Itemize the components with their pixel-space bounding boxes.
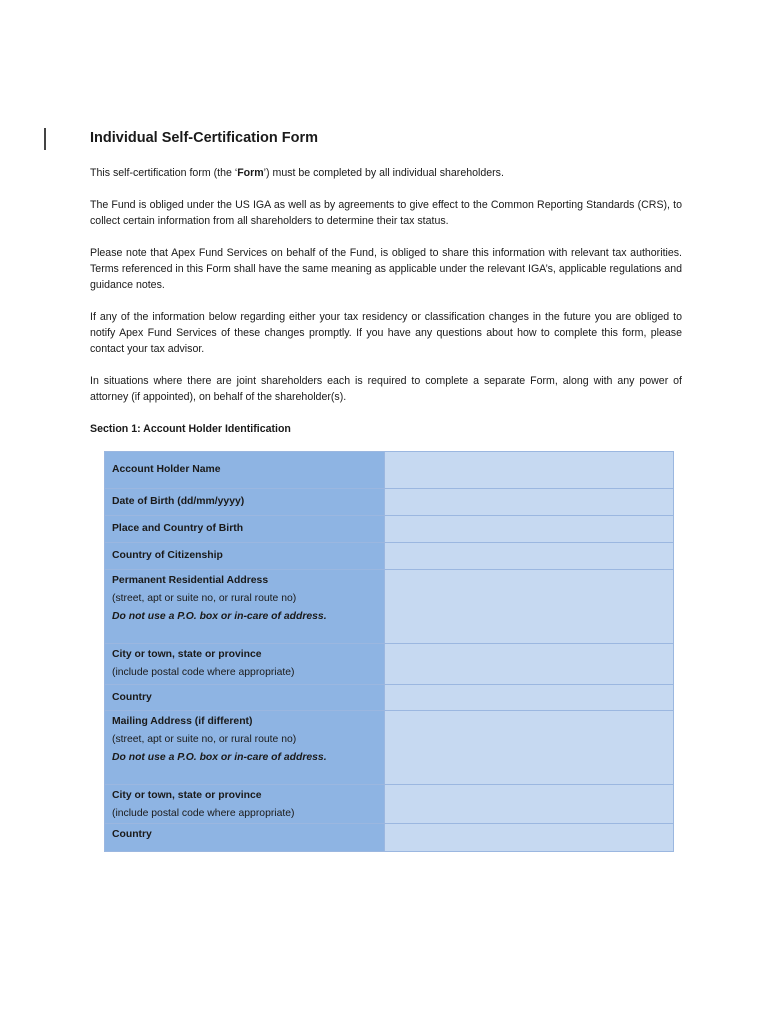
table-row — [105, 489, 674, 516]
label-sub: (include postal code where appropriate) — [112, 667, 295, 678]
row-label — [105, 785, 385, 824]
table-row — [105, 644, 674, 685]
table-row — [105, 543, 674, 570]
residential-country-field[interactable] — [385, 685, 674, 711]
row-label — [105, 685, 385, 711]
row-label — [105, 489, 385, 516]
table-row — [105, 452, 674, 489]
table-row — [105, 711, 674, 785]
label-main: City or town, state or province — [112, 649, 262, 660]
paragraph-changes: If any of the information below regarding either your tax residency or classification changes in the future you are obliged to notify Apex Fund Services of these changes promptly. If you have any questions about how to complete this form, please contact your tax advisor. — [90, 311, 682, 355]
row-label — [105, 824, 385, 852]
table-row — [105, 685, 674, 711]
table-row — [105, 570, 674, 644]
row-label — [105, 452, 385, 489]
intro-text-start: This self-certification form (the ‘ — [90, 167, 238, 179]
label-main: Account Holder Name — [112, 464, 221, 475]
paragraph-share-info: Please note that Apex Fund Services on behalf of the Fund, is obliged to share this information with relevant tax authorities. Terms referenced in this Form shall have the same meaning as applicable under the relevant IGA’s, applicable regulations and guidance notes. — [90, 247, 682, 291]
residential-city-field[interactable] — [385, 644, 674, 685]
table-row — [105, 785, 674, 824]
intro-text-end: ’) must be completed by all individual shareholders. — [263, 167, 504, 179]
row-label — [105, 644, 385, 685]
label-main: Country of Citizenship — [112, 550, 223, 561]
mailing-city-field[interactable] — [385, 785, 674, 824]
label-main: Permanent Residential Address — [112, 575, 269, 586]
document-body — [90, 128, 682, 452]
table-row — [105, 516, 674, 543]
label-warning: Do not use a P.O. box or in-care of address. — [112, 611, 327, 622]
row-label — [105, 570, 385, 644]
label-main: Place and Country of Birth — [112, 523, 244, 534]
label-main: Country — [112, 829, 152, 840]
country-citizenship-field[interactable] — [385, 543, 674, 570]
label-main: City or town, state or province — [112, 790, 262, 801]
residential-address-field[interactable] — [385, 570, 674, 644]
place-country-birth-field[interactable] — [385, 516, 674, 543]
row-label — [105, 711, 385, 785]
row-label — [105, 543, 385, 570]
label-main: Mailing Address (if different) — [112, 716, 253, 727]
label-warning: Do not use a P.O. box or in-care of address. — [112, 752, 327, 763]
intro-paragraph — [90, 165, 682, 181]
intro-form-term: Form — [237, 167, 264, 179]
label-sub: (include postal code where appropriate) — [112, 808, 295, 819]
mailing-address-field[interactable] — [385, 711, 674, 785]
paragraph-us-iga: The Fund is obliged under the US IGA as well as by agreements to give effect to the Common Reporting Standards (CRS), to collect certain information from all shareholders to determine their tax status. — [90, 199, 682, 227]
label-sub: (street, apt or suite no, or rural route no) — [112, 734, 297, 745]
label-main: Date of Birth (dd/mm/yyyy) — [112, 496, 245, 507]
paragraph-joint-shareholders: In situations where there are joint shareholders each is required to complete a separate Form, along with any power of attorney (if appointed), on behalf of the shareholder(s). — [90, 375, 682, 403]
label-sub: (street, apt or suite no, or rural route no) — [112, 593, 297, 604]
label-main: Country — [112, 691, 152, 703]
mailing-country-field[interactable] — [385, 824, 674, 852]
section-1-heading: Section 1: Account Holder Identification — [90, 423, 291, 435]
account-holder-table — [104, 451, 674, 852]
row-label — [105, 516, 385, 543]
date-of-birth-field[interactable] — [385, 489, 674, 516]
table-row — [105, 824, 674, 852]
change-bar — [44, 128, 46, 150]
form-title: Individual Self-Certification Form — [90, 130, 318, 146]
account-holder-name-field[interactable] — [385, 452, 674, 489]
